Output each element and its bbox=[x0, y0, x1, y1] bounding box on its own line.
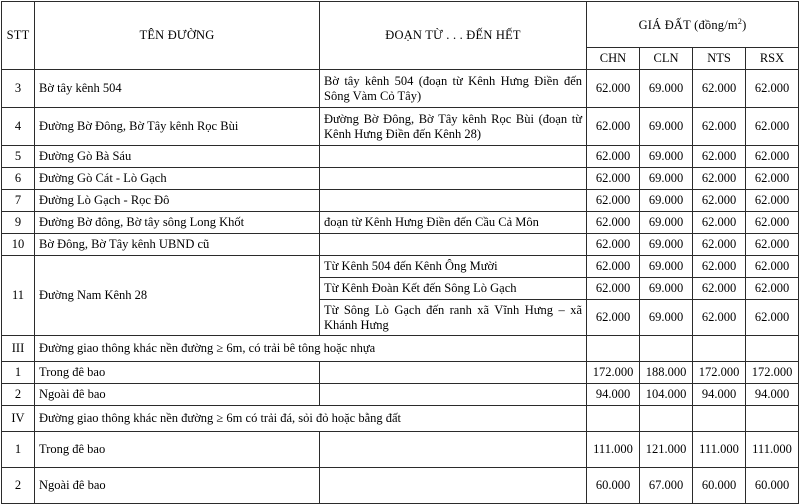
table-row bbox=[2, 468, 799, 504]
price-chn: 62.000 bbox=[587, 108, 640, 146]
price-cln: 121.000 bbox=[640, 432, 693, 468]
road-segment bbox=[320, 190, 587, 212]
road-name: Trong đê bao bbox=[35, 432, 320, 468]
column-header-chn: CHN bbox=[587, 48, 640, 70]
section-price-cln bbox=[640, 406, 693, 432]
table-header bbox=[2, 2, 799, 70]
table-row bbox=[2, 234, 799, 256]
section-number: III bbox=[2, 336, 35, 362]
price-nts: 94.000 bbox=[693, 384, 746, 406]
table-row bbox=[2, 168, 799, 190]
column-header-segment: ĐOẠN TỪ . . . ĐẾN HẾT bbox=[320, 2, 587, 70]
table-row bbox=[2, 212, 799, 234]
price-nts: 62.000 bbox=[693, 108, 746, 146]
price-chn: 62.000 bbox=[587, 70, 640, 108]
price-nts: 62.000 bbox=[693, 70, 746, 108]
price-rsx: 62.000 bbox=[746, 168, 799, 190]
row-number: 2 bbox=[2, 468, 35, 504]
section-price-chn bbox=[587, 336, 640, 362]
price-cln: 69.000 bbox=[640, 190, 693, 212]
price-rsx: 62.000 bbox=[746, 256, 799, 278]
table-row bbox=[2, 190, 799, 212]
road-segment bbox=[320, 384, 587, 406]
table-row bbox=[2, 384, 799, 406]
road-name: Đường Lò Gạch - Rọc Đô bbox=[35, 190, 320, 212]
table-row bbox=[2, 108, 799, 146]
road-segment bbox=[320, 468, 587, 504]
road-name: Bờ Đông, Bờ Tây kênh UBND cũ bbox=[35, 234, 320, 256]
row-number: 1 bbox=[2, 432, 35, 468]
price-nts: 62.000 bbox=[693, 278, 746, 300]
price-nts: 111.000 bbox=[693, 432, 746, 468]
price-rsx: 62.000 bbox=[746, 146, 799, 168]
section-price-rsx bbox=[746, 336, 799, 362]
price-nts: 62.000 bbox=[693, 190, 746, 212]
price-rsx: 62.000 bbox=[746, 190, 799, 212]
price-group-label-close: ) bbox=[742, 17, 747, 32]
price-table-sheet bbox=[0, 1, 800, 493]
header-row-main bbox=[2, 2, 799, 48]
price-cln: 69.000 bbox=[640, 70, 693, 108]
price-group-label: GIÁ ĐẤT (đồng/m bbox=[638, 17, 738, 32]
price-nts: 62.000 bbox=[693, 146, 746, 168]
price-rsx: 172.000 bbox=[746, 362, 799, 384]
table-row bbox=[2, 70, 799, 108]
price-cln: 69.000 bbox=[640, 146, 693, 168]
road-name: Ngoài đê bao bbox=[35, 468, 320, 504]
row-number: 11 bbox=[2, 256, 35, 336]
price-chn: 62.000 bbox=[587, 256, 640, 278]
price-chn: 172.000 bbox=[587, 362, 640, 384]
road-segment bbox=[320, 168, 587, 190]
road-name: Đường Bờ đông, Bờ tây sông Long Khốt bbox=[35, 212, 320, 234]
road-segment: Từ Kênh 504 đến Kênh Ông Mười bbox=[320, 256, 587, 278]
road-segment bbox=[320, 234, 587, 256]
price-rsx: 62.000 bbox=[746, 212, 799, 234]
price-cln: 67.000 bbox=[640, 468, 693, 504]
price-chn: 111.000 bbox=[587, 432, 640, 468]
price-cln: 69.000 bbox=[640, 168, 693, 190]
row-number: 2 bbox=[2, 384, 35, 406]
price-rsx: 111.000 bbox=[746, 432, 799, 468]
price-chn: 94.000 bbox=[587, 384, 640, 406]
price-cln: 69.000 bbox=[640, 212, 693, 234]
table-body bbox=[2, 70, 799, 504]
row-number: 6 bbox=[2, 168, 35, 190]
price-rsx: 62.000 bbox=[746, 278, 799, 300]
road-segment: Từ Kênh Đoàn Kết đến Sông Lò Gạch bbox=[320, 278, 587, 300]
road-name: Bờ tây kênh 504 bbox=[35, 70, 320, 108]
section-price-chn bbox=[587, 406, 640, 432]
table-row bbox=[2, 432, 799, 468]
price-chn: 62.000 bbox=[587, 168, 640, 190]
road-segment bbox=[320, 362, 587, 384]
section-title: Đường giao thông khác nền đường ≥ 6m có trải đá, sỏi đỏ hoặc bằng đất bbox=[35, 406, 587, 432]
price-nts: 62.000 bbox=[693, 168, 746, 190]
road-name: Đường Gò Bà Sáu bbox=[35, 146, 320, 168]
price-chn: 62.000 bbox=[587, 300, 640, 336]
price-rsx: 62.000 bbox=[746, 300, 799, 336]
section-price-rsx bbox=[746, 406, 799, 432]
price-cln: 69.000 bbox=[640, 256, 693, 278]
price-rsx: 94.000 bbox=[746, 384, 799, 406]
price-cln: 104.000 bbox=[640, 384, 693, 406]
row-number: 5 bbox=[2, 146, 35, 168]
land-price-table bbox=[1, 1, 799, 504]
price-cln: 188.000 bbox=[640, 362, 693, 384]
section-price-nts bbox=[693, 406, 746, 432]
section-price-cln bbox=[640, 336, 693, 362]
table-row bbox=[2, 146, 799, 168]
road-name: Đường Bờ Đông, Bờ Tây kênh Rọc Bùi bbox=[35, 108, 320, 146]
price-rsx: 62.000 bbox=[746, 108, 799, 146]
price-cln: 69.000 bbox=[640, 234, 693, 256]
price-rsx: 62.000 bbox=[746, 70, 799, 108]
table-row bbox=[2, 362, 799, 384]
price-nts: 60.000 bbox=[693, 468, 746, 504]
row-number: 10 bbox=[2, 234, 35, 256]
price-nts: 62.000 bbox=[693, 234, 746, 256]
column-header-rsx: RSX bbox=[746, 48, 799, 70]
price-chn: 62.000 bbox=[587, 146, 640, 168]
road-name: Đường Nam Kênh 28 bbox=[35, 256, 320, 336]
price-nts: 62.000 bbox=[693, 212, 746, 234]
road-segment bbox=[320, 146, 587, 168]
column-header-nts: NTS bbox=[693, 48, 746, 70]
road-name: Ngoài đê bao bbox=[35, 384, 320, 406]
column-header-stt: STT bbox=[2, 2, 35, 70]
price-cln: 69.000 bbox=[640, 278, 693, 300]
price-nts: 172.000 bbox=[693, 362, 746, 384]
section-row bbox=[2, 336, 799, 362]
row-number: 3 bbox=[2, 70, 35, 108]
road-segment: đoạn từ Kênh Hưng Điền đến Cầu Cả Môn bbox=[320, 212, 587, 234]
road-segment: Bờ tây kênh 504 (đoạn từ Kênh Hưng Điền đến Sông Vàm Cỏ Tây) bbox=[320, 70, 587, 108]
price-chn: 62.000 bbox=[587, 190, 640, 212]
column-header-price-group bbox=[587, 2, 799, 48]
column-header-name: TÊN ĐƯỜNG bbox=[35, 2, 320, 70]
price-rsx: 60.000 bbox=[746, 468, 799, 504]
road-name: Đường Gò Cát - Lò Gạch bbox=[35, 168, 320, 190]
price-chn: 62.000 bbox=[587, 212, 640, 234]
row-number: 9 bbox=[2, 212, 35, 234]
price-cln: 69.000 bbox=[640, 300, 693, 336]
section-number: IV bbox=[2, 406, 35, 432]
price-group-superscript: 2 bbox=[737, 16, 743, 26]
row-number: 1 bbox=[2, 362, 35, 384]
price-chn: 60.000 bbox=[587, 468, 640, 504]
section-row bbox=[2, 406, 799, 432]
price-nts: 62.000 bbox=[693, 256, 746, 278]
price-nts: 62.000 bbox=[693, 300, 746, 336]
row-number: 7 bbox=[2, 190, 35, 212]
section-title: Đường giao thông khác nền đường ≥ 6m, có trải bê tông hoặc nhựa bbox=[35, 336, 587, 362]
column-header-cln: CLN bbox=[640, 48, 693, 70]
road-segment bbox=[320, 432, 587, 468]
road-name: Trong đê bao bbox=[35, 362, 320, 384]
price-chn: 62.000 bbox=[587, 278, 640, 300]
road-segment: Đường Bờ Đông, Bờ Tây kênh Rọc Bùi (đoạn từ Kênh Hưng Điền đến Kênh 28) bbox=[320, 108, 587, 146]
price-rsx: 62.000 bbox=[746, 234, 799, 256]
price-cln: 69.000 bbox=[640, 108, 693, 146]
table-row bbox=[2, 256, 799, 278]
row-number: 4 bbox=[2, 108, 35, 146]
price-chn: 62.000 bbox=[587, 234, 640, 256]
section-price-nts bbox=[693, 336, 746, 362]
road-segment: Từ Sông Lò Gạch đến ranh xã Vĩnh Hưng – xã Khánh Hưng bbox=[320, 300, 587, 336]
